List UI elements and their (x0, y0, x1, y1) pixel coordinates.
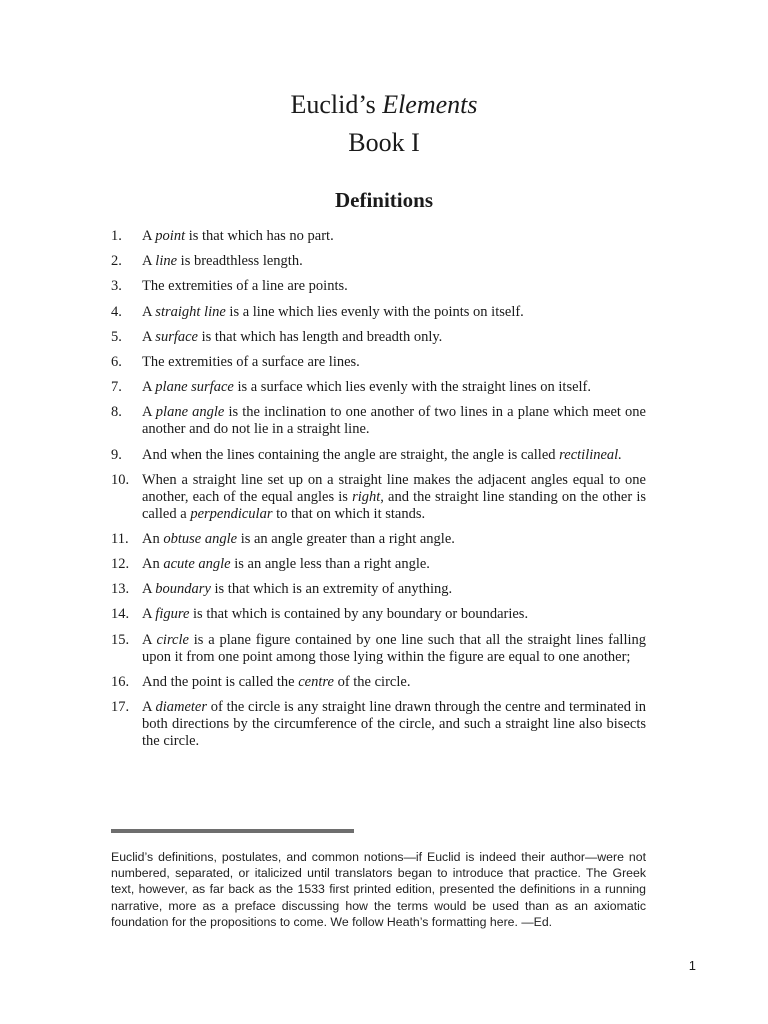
definition-item (111, 581, 646, 598)
defined-term: point (155, 228, 186, 244)
definition-text (142, 447, 646, 464)
definition-number: 4. (111, 303, 122, 320)
definition-text-part: When a straight line set up on a straight line makes the adjacent angles equal to one another, each of the equal angles is (142, 471, 646, 505)
definition-text (142, 472, 646, 523)
book-title-italic: Elements (382, 90, 478, 119)
defined-term: surface (155, 328, 198, 345)
definition-text-part: is breadthless length. (177, 253, 303, 270)
definition-text-part: to that on which it stands. (272, 505, 426, 522)
definition-number: 9. (111, 446, 122, 463)
definition-item (111, 447, 646, 464)
definition-text-part: A (142, 581, 156, 598)
definition-text-part: is that which has no part. (185, 228, 334, 244)
definition-number: 2. (111, 253, 122, 270)
defined-term: straight line (155, 303, 226, 320)
definition-text-part: And the point is called the (142, 673, 299, 690)
definition-text (142, 228, 646, 245)
definition-text (142, 329, 646, 346)
definition-item (111, 329, 646, 346)
book-title-prefix: Euclid’s (290, 90, 383, 119)
definition-number: 11. (111, 530, 129, 547)
definition-number: 1. (111, 228, 122, 244)
definition-text-part: is the inclination to one another of two lines in a plane which meet one another and do not lie in a straight line. (142, 404, 646, 438)
footnote-rule (111, 829, 354, 833)
definition-text-part: A (142, 379, 156, 396)
definition-item (111, 379, 646, 396)
definition-text-part: is that which is contained by any boundary or boundaries. (189, 606, 529, 623)
definition-item (111, 699, 646, 750)
definition-text (142, 632, 646, 666)
definition-text-part: of the circle is any straight line drawn through the centre and terminated in both directions by the circumference of the circle, and such a straight line also bisects the circle. (142, 699, 647, 749)
defined-term: boundary (155, 581, 211, 598)
definition-text-part: of the circle. (333, 673, 411, 690)
defined-term: figure (155, 606, 190, 623)
definition-text (142, 278, 646, 295)
definition-number: 5. (111, 328, 122, 345)
defined-term: circle (156, 631, 189, 648)
definition-text-part: is that which is an extremity of anything. (210, 581, 453, 598)
definition-number: 8. (111, 404, 122, 421)
definition-text-part: And when the lines containing the angle are straight, the angle is called (142, 446, 560, 463)
definition-number: 16. (111, 673, 130, 690)
definition-text-part: is an angle greater than a right angle. (237, 530, 455, 547)
definition-number: 3. (111, 278, 122, 295)
definition-text-part: A (142, 631, 157, 648)
definition-item (111, 674, 646, 691)
definition-number: 17. (111, 699, 130, 715)
page-number: 1 (688, 958, 696, 973)
defined-term: plane angle (155, 404, 225, 421)
definition-number: 7. (111, 379, 122, 396)
definition-number: 12. (111, 556, 130, 573)
definition-text-part: A (142, 606, 156, 623)
definition-text (142, 674, 646, 691)
definition-text (142, 379, 646, 396)
definition-item (111, 531, 646, 548)
definition-text-part: The extremities of a line are points. (142, 278, 348, 295)
definition-text-part: is a surface which lies evenly with the straight lines on itself. (233, 379, 592, 396)
definition-text (142, 531, 646, 548)
defined-term: plane surface (155, 379, 234, 396)
definition-text-part: , and the straight line standing on the other is called a (142, 488, 646, 522)
section-title: Definitions (334, 188, 433, 212)
defined-term: acute angle (163, 556, 231, 573)
definition-text (142, 354, 646, 371)
definition-number: 14. (111, 606, 130, 623)
definition-text-part: is that which has length and breadth only. (197, 328, 443, 345)
definition-text-part: An (142, 556, 164, 573)
definition-text-part: A (142, 303, 156, 320)
defined-term: perpendicular (190, 505, 273, 522)
definition-text-part: is an angle less than a right angle. (230, 556, 430, 573)
definition-item (111, 606, 646, 623)
defined-term: centre (298, 673, 334, 690)
defined-term: line (155, 253, 178, 270)
definition-item (111, 404, 646, 438)
definition-text (142, 304, 646, 321)
definition-item (111, 354, 646, 371)
book-title (0, 88, 768, 122)
definition-number: 10. (111, 471, 130, 488)
definition-text-part: A (142, 699, 156, 715)
definition-text-part: The extremities of a surface are lines. (142, 353, 360, 370)
definition-text (142, 699, 646, 750)
defined-term: diameter (155, 699, 207, 715)
definition-text-part: A (142, 253, 156, 270)
definition-text-part: is a line which lies evenly with the points on itself. (225, 303, 524, 320)
definition-text-part: A (142, 404, 156, 421)
definition-text (142, 581, 646, 598)
definition-text (142, 606, 646, 623)
definition-text (142, 253, 646, 270)
definition-text (142, 404, 646, 438)
definition-text-part: A (142, 328, 156, 345)
definition-item (111, 228, 646, 245)
footnote: Euclid’s definitions, postulates, and common notions—if Euclid is indeed their author—were not numbered, separated, or italicized until translators began to introduce that practice. The Greek text, however, as far back as the 1533 first printed edition, presented the definitions in a running narrative, more as a preface discussing how the terms would be used than as an axiomatic foundation for the propositions to come. We follow Heath’s formatting here. —Ed. (111, 850, 646, 929)
definition-number: 13. (111, 581, 130, 598)
defined-term: rectilineal. (559, 446, 622, 463)
definition-item (111, 304, 646, 321)
definition-text-part: is a plane figure contained by one line such that all the straight lines falling upon it from one point among those lying within the figure are equal to one another; (142, 631, 646, 665)
defined-term: right (352, 488, 381, 505)
book-subtitle: Book I (348, 128, 420, 157)
definition-number: 6. (111, 353, 122, 370)
definition-item (111, 253, 646, 270)
definition-item (111, 632, 646, 666)
defined-term: obtuse angle (163, 530, 238, 547)
definition-item (111, 472, 646, 523)
definition-item (111, 278, 646, 295)
definition-text (142, 556, 646, 573)
definition-item (111, 556, 646, 573)
definitions-list (111, 228, 646, 758)
definition-number: 15. (111, 631, 130, 648)
definition-text-part: A (142, 228, 156, 244)
definition-text-part: An (142, 530, 164, 547)
